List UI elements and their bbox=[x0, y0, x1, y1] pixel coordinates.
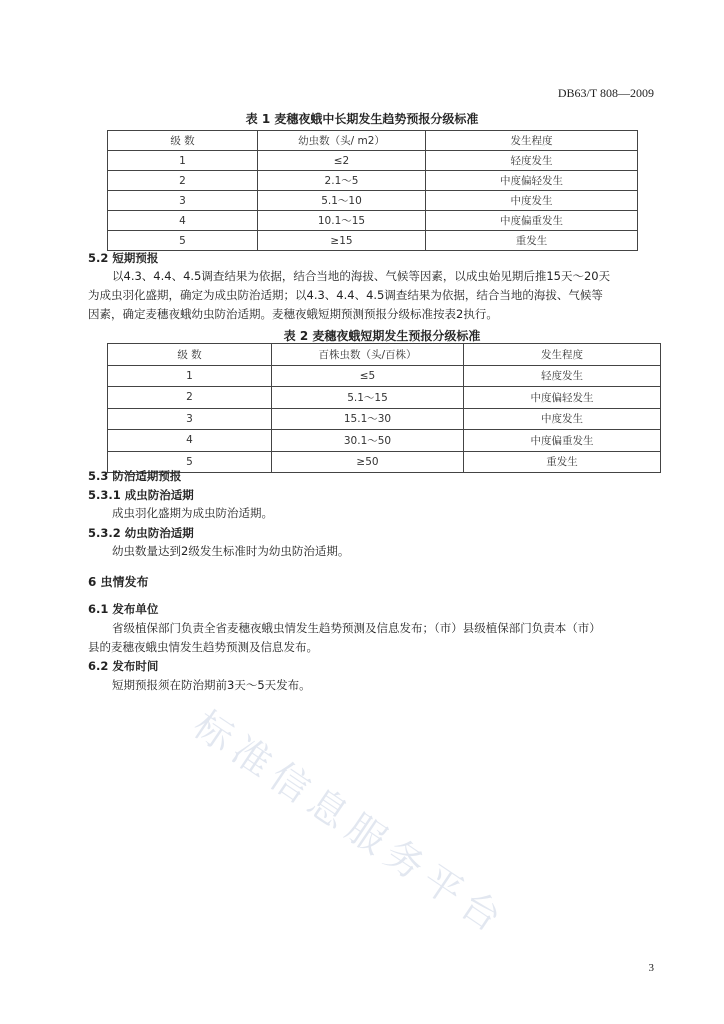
table-cell: ≤5 bbox=[272, 365, 464, 387]
table-header-cell: 级 数 bbox=[108, 131, 258, 151]
table-row bbox=[108, 231, 638, 251]
paragraph-line: 为成虫羽化盛期，确定为成虫防治适期；以4.3、4.4、4.5调查结果为依据，结合当地的海拔、气候等 bbox=[88, 288, 603, 302]
table1 bbox=[107, 130, 638, 251]
table-cell: 中度偏轻发生 bbox=[426, 171, 638, 191]
table-cell: 1 bbox=[108, 365, 272, 387]
table-row bbox=[108, 151, 638, 171]
section-5-3-1-text: 成虫羽化盛期为成虫防治适期。 bbox=[112, 506, 273, 520]
table2 bbox=[107, 343, 661, 473]
section-5-3-2-heading: 5.3.2 幼虫防治适期 bbox=[88, 526, 194, 540]
table-cell: 5.1～10 bbox=[258, 191, 426, 211]
table-cell: 中度偏轻发生 bbox=[464, 387, 661, 409]
table-header-cell: 幼虫数（头/ m2） bbox=[258, 131, 426, 151]
table-cell: 轻度发生 bbox=[426, 151, 638, 171]
table-cell: 2 bbox=[108, 171, 258, 191]
page-number: 3 bbox=[648, 962, 654, 974]
table-cell: 2.1～5 bbox=[258, 171, 426, 191]
table-cell: ≥50 bbox=[272, 451, 464, 473]
table-cell: 5 bbox=[108, 451, 272, 473]
table-cell: 30.1～50 bbox=[272, 430, 464, 452]
table-cell: 4 bbox=[108, 211, 258, 231]
table-cell: ≤2 bbox=[258, 151, 426, 171]
table-row bbox=[108, 211, 638, 231]
paragraph-line: 省级植保部门负责全省麦穗夜蛾虫情发生趋势预测及信息发布；（市）县级植保部门负责本（市） bbox=[112, 621, 601, 635]
table1-caption: 表 1 麦穗夜蛾中长期发生趋势预报分级标准 bbox=[245, 112, 479, 126]
table-cell: 5 bbox=[108, 231, 258, 251]
table-cell: 中度发生 bbox=[426, 191, 638, 211]
paragraph-line: 以4.3、4.4、4.5调查结果为依据，结合当地的海拔、气候等因素，以成虫始见期后推15天～20天 bbox=[112, 269, 611, 283]
section-5-2-heading: 5.2 短期预报 bbox=[88, 251, 159, 265]
table-row bbox=[108, 408, 661, 430]
document-code: DB63/T 808—2009 bbox=[557, 86, 654, 100]
table-header-row bbox=[108, 344, 661, 366]
section-5-3-heading: 5.3 防治适期预报 bbox=[88, 469, 182, 483]
table-row bbox=[108, 171, 638, 191]
table-cell: 重发生 bbox=[426, 231, 638, 251]
table-cell: 中度偏重发生 bbox=[426, 211, 638, 231]
table-row bbox=[108, 451, 661, 473]
table-cell: 3 bbox=[108, 191, 258, 211]
table-cell: 4 bbox=[108, 430, 272, 452]
section-6-2-heading: 6.2 发布时间 bbox=[88, 659, 159, 673]
table-row bbox=[108, 387, 661, 409]
table-cell: 轻度发生 bbox=[464, 365, 661, 387]
table-cell: ≥15 bbox=[258, 231, 426, 251]
section-6-1-heading: 6.1 发布单位 bbox=[88, 602, 159, 616]
table-row bbox=[108, 191, 638, 211]
section-6-2-text: 短期预报须在防治期前3天～5天发布。 bbox=[112, 678, 311, 692]
table-header-cell: 百株虫数（头/百株） bbox=[272, 344, 464, 366]
section-5-3-2-text: 幼虫数量达到2级发生标准时为幼虫防治适期。 bbox=[112, 544, 350, 558]
table-row bbox=[108, 430, 661, 452]
section-6-heading: 6 虫情发布 bbox=[88, 575, 149, 589]
table-cell: 10.1～15 bbox=[258, 211, 426, 231]
watermark: 标准信息服务平台 bbox=[185, 702, 516, 945]
table-cell: 2 bbox=[108, 387, 272, 409]
table-header-row bbox=[108, 131, 638, 151]
table-header-cell: 发生程度 bbox=[426, 131, 638, 151]
table-cell: 中度发生 bbox=[464, 408, 661, 430]
table-row bbox=[108, 365, 661, 387]
table-cell: 5.1～15 bbox=[272, 387, 464, 409]
section-5-2-body bbox=[88, 267, 658, 324]
table-cell: 1 bbox=[108, 151, 258, 171]
paragraph-line: 县的麦穗夜蛾虫情发生趋势预测及信息发布。 bbox=[88, 640, 318, 654]
table2-caption: 表 2 麦穗夜蛾短期发生预报分级标准 bbox=[283, 329, 481, 343]
table-header-cell: 级 数 bbox=[108, 344, 272, 366]
table-cell: 重发生 bbox=[464, 451, 661, 473]
section-6-1-body bbox=[88, 619, 658, 657]
table-cell: 中度偏重发生 bbox=[464, 430, 661, 452]
table-cell: 15.1～30 bbox=[272, 408, 464, 430]
paragraph-line: 因素，确定麦穗夜蛾幼虫防治适期。麦穗夜蛾短期预测预报分级标准按表2执行。 bbox=[88, 307, 498, 321]
table-cell: 3 bbox=[108, 408, 272, 430]
table-header-cell: 发生程度 bbox=[464, 344, 661, 366]
section-5-3-1-heading: 5.3.1 成虫防治适期 bbox=[88, 488, 194, 502]
